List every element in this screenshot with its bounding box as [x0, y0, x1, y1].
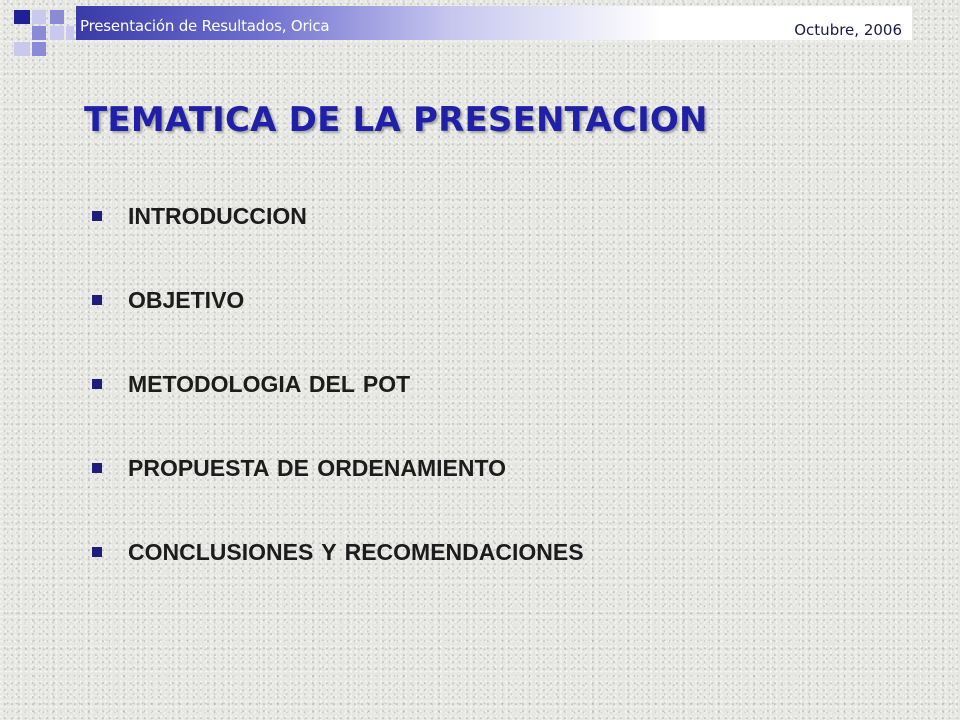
square-bullet-icon [92, 547, 102, 557]
corner-square-dark [14, 10, 30, 24]
corner-square-light [50, 26, 64, 40]
topic-item [92, 200, 584, 284]
corner-square-mid [32, 42, 46, 56]
topic-label: CONCLUSIONES Y RECOMENDACIONES [128, 539, 584, 565]
corner-square-mid [50, 10, 64, 24]
slide-title: TEMATICA DE LA PRESENTACION [84, 100, 708, 140]
corner-square-light [66, 26, 74, 40]
topic-item [92, 368, 584, 452]
topic-list [92, 200, 584, 620]
topic-item [92, 452, 584, 536]
topic-label: INTRODUCCION [128, 203, 307, 229]
presentation-date: Octubre, 2006 [794, 21, 902, 39]
topic-label: OBJETIVO [128, 287, 245, 313]
corner-square-light [32, 10, 46, 24]
square-bullet-icon [92, 463, 102, 473]
topic-label: PROPUESTA DE ORDENAMIENTO [128, 455, 506, 481]
corner-square-light [14, 42, 30, 56]
topic-item [92, 536, 584, 620]
square-bullet-icon [92, 379, 102, 389]
topic-label: METODOLOGIA DEL POT [128, 371, 411, 397]
square-bullet-icon [92, 211, 102, 221]
square-bullet-icon [92, 295, 102, 305]
presentation-name: Presentación de Resultados, Orica [80, 17, 330, 35]
topic-item [92, 284, 584, 368]
corner-square-mid [32, 26, 46, 40]
